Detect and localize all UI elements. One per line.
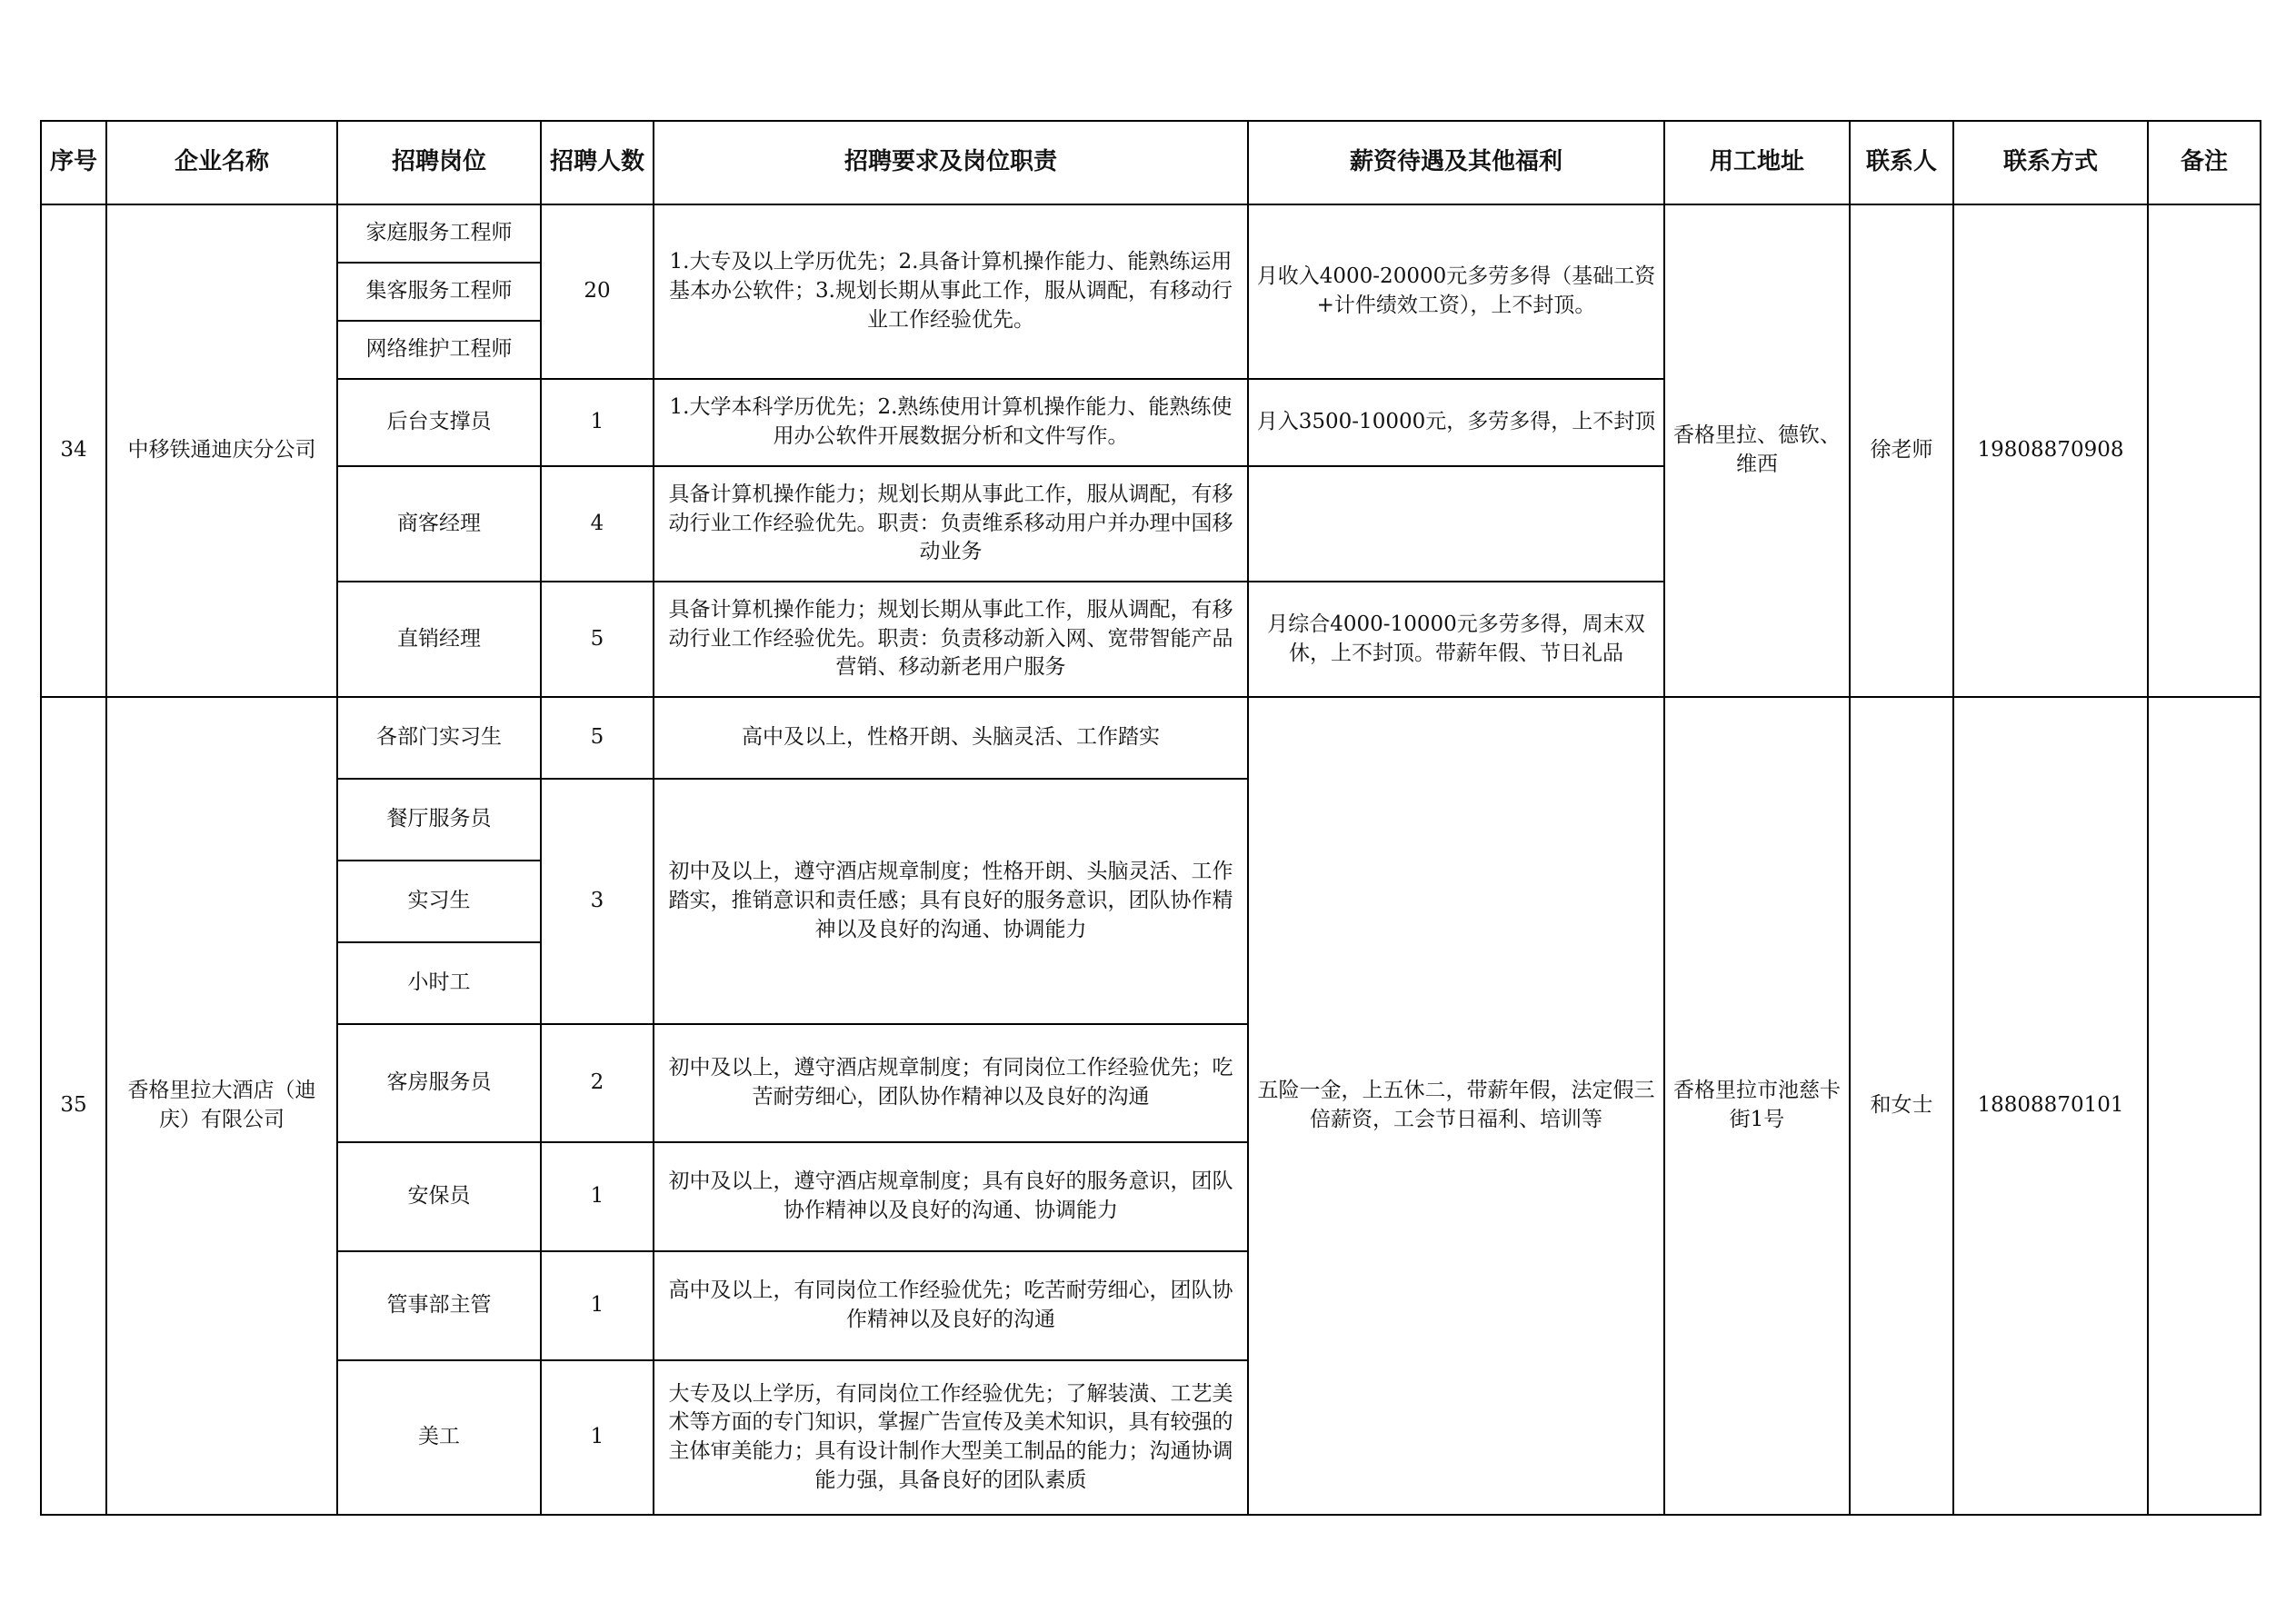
requirements-cell: 高中及以上，有同岗位工作经验优先；吃苦耐劳细心，团队协作精神以及良好的沟通 (654, 1251, 1248, 1360)
header-remarks: 备注 (2148, 121, 2261, 204)
header-seq: 序号 (41, 121, 106, 204)
requirements-cell: 高中及以上，性格开朗、头脑灵活、工作踏实 (654, 697, 1248, 779)
header-company: 企业名称 (106, 121, 337, 204)
position-cell: 商客经理 (337, 466, 541, 582)
position-cell: 各部门实习生 (337, 697, 541, 779)
position-cell: 客房服务员 (337, 1024, 541, 1142)
header-requirements: 招聘要求及岗位职责 (654, 121, 1248, 204)
remarks-cell (2148, 204, 2261, 697)
salary-cell: 月收入4000-20000元多劳多得（基础工资+计件绩效工资），上不封顶。 (1248, 204, 1664, 379)
seq-cell: 34 (41, 204, 106, 697)
count-cell: 5 (541, 582, 654, 697)
position-cell: 小时工 (337, 942, 541, 1024)
header-contact: 联系人 (1850, 121, 1953, 204)
position-cell: 后台支撑员 (337, 379, 541, 466)
phone-cell: 18808870101 (1953, 697, 2148, 1515)
count-cell: 1 (541, 1251, 654, 1360)
requirements-cell: 1.大学本科学历优先；2.熟练使用计算机操作能力、能熟练使用办公软件开展数据分析和文件写作。 (654, 379, 1248, 466)
recruitment-table (40, 120, 2261, 1516)
requirements-cell: 大专及以上学历，有同岗位工作经验优先；了解装潢、工艺美术等方面的专门知识，掌握广告宣传及美术知识，具有较强的主体审美能力；具有设计制作大型美工制品的能力；沟通协调能力强，具备良好的团队素质 (654, 1360, 1248, 1515)
remarks-cell (2148, 697, 2261, 1515)
position-cell: 直销经理 (337, 582, 541, 697)
phone-cell: 19808870908 (1953, 204, 2148, 697)
requirements-cell: 1.大专及以上学历优先；2.具备计算机操作能力、能熟练运用基本办公软件；3.规划长期从事此工作，服从调配，有移动行业工作经验优先。 (654, 204, 1248, 379)
position-cell: 管事部主管 (337, 1251, 541, 1360)
salary-cell: 月入3500-10000元，多劳多得，上不封顶 (1248, 379, 1664, 466)
count-cell: 1 (541, 1142, 654, 1251)
requirements-cell: 初中及以上，遵守酒店规章制度；具有良好的服务意识，团队协作精神以及良好的沟通、协调能力 (654, 1142, 1248, 1251)
count-cell: 2 (541, 1024, 654, 1142)
salary-cell: 月综合4000-10000元多劳多得，周末双休，上不封顶。带薪年假、节日礼品 (1248, 582, 1664, 697)
table-row (41, 204, 2261, 263)
table-row (41, 697, 2261, 779)
position-cell: 实习生 (337, 861, 541, 942)
count-cell: 20 (541, 204, 654, 379)
position-cell: 网络维护工程师 (337, 321, 541, 379)
header-address: 用工地址 (1664, 121, 1850, 204)
company-cell: 香格里拉大酒店（迪庆）有限公司 (106, 697, 337, 1515)
header-row (41, 121, 2261, 204)
address-cell: 香格里拉、德钦、维西 (1664, 204, 1850, 697)
requirements-cell: 初中及以上，遵守酒店规章制度；性格开朗、头脑灵活、工作踏实，推销意识和责任感；具有良好的服务意识，团队协作精神以及良好的沟通、协调能力 (654, 779, 1248, 1024)
position-cell: 家庭服务工程师 (337, 204, 541, 263)
contact-cell: 徐老师 (1850, 204, 1953, 697)
count-cell: 5 (541, 697, 654, 779)
position-cell: 安保员 (337, 1142, 541, 1251)
position-cell: 餐厅服务员 (337, 779, 541, 861)
count-cell: 1 (541, 1360, 654, 1515)
requirements-cell: 具备计算机操作能力；规划长期从事此工作，服从调配，有移动行业工作经验优先。职责：负责移动新入网、宽带智能产品营销、移动新老用户服务 (654, 582, 1248, 697)
count-cell: 1 (541, 379, 654, 466)
header-position: 招聘岗位 (337, 121, 541, 204)
salary-cell: 五险一金，上五休二，带薪年假，法定假三倍薪资，工会节日福利、培训等 (1248, 697, 1664, 1515)
position-cell: 集客服务工程师 (337, 263, 541, 321)
requirements-cell: 具备计算机操作能力；规划长期从事此工作，服从调配，有移动行业工作经验优先。职责：负责维系移动用户并办理中国移动业务 (654, 466, 1248, 582)
count-cell: 3 (541, 779, 654, 1024)
address-cell: 香格里拉市池慈卡街1号 (1664, 697, 1850, 1515)
seq-cell: 35 (41, 697, 106, 1515)
header-salary: 薪资待遇及其他福利 (1248, 121, 1664, 204)
salary-cell (1248, 466, 1664, 582)
header-phone: 联系方式 (1953, 121, 2148, 204)
header-count: 招聘人数 (541, 121, 654, 204)
requirements-cell: 初中及以上，遵守酒店规章制度；有同岗位工作经验优先；吃苦耐劳细心，团队协作精神以及良好的沟通 (654, 1024, 1248, 1142)
contact-cell: 和女士 (1850, 697, 1953, 1515)
company-cell: 中移铁通迪庆分公司 (106, 204, 337, 697)
position-cell: 美工 (337, 1360, 541, 1515)
count-cell: 4 (541, 466, 654, 582)
